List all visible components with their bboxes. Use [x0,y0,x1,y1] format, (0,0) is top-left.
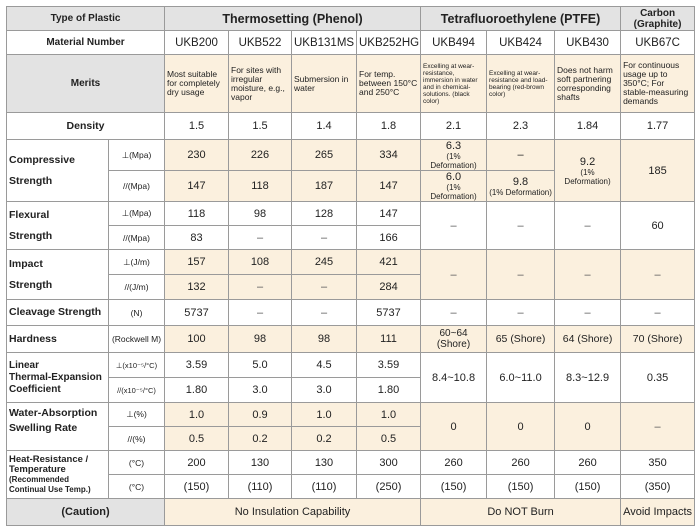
deformation-note: (1% Deformation) [564,167,611,186]
water-absorption-label [7,403,109,451]
material-number-header: Material Number [7,31,165,55]
thermal-ukb424: 6.0~11.0 [487,353,555,403]
flexural-ukb430: – [555,202,621,250]
merit-cell: Excelling at wear-resistance and load-bearing (red-brown color) [487,55,555,113]
density-value: 1.84 [555,113,621,140]
thermal-perp-value: 4.5 [292,353,357,378]
compressive-par-value: 147 [165,171,229,202]
material-ukb424: UKB424 [487,31,555,55]
cleavage-value: – [229,300,292,326]
density-value: 2.1 [421,113,487,140]
cleavage-strength-label: Cleavage Strength [7,300,109,326]
unit-perpendicular: ⊥(Mpa) [109,202,165,226]
compressive-ukb430 [555,140,621,202]
merit-cell: For sites with irregular moisture, e.g., vapor [229,55,292,113]
unit-parallel: //(%) [109,427,165,451]
flexural-par-value: – [292,226,357,250]
heat-continual-value: (250) [357,475,421,499]
water-par-value: 0.5 [165,427,229,451]
material-ukb430: UKB430 [555,31,621,55]
deformation-note: (1% Deformation) [430,183,477,201]
heat-value: 200 [165,451,229,475]
thermal-ukb67c: 0.35 [621,353,695,403]
phenol-group-header: Thermosetting (Phenol) [165,7,421,31]
heat-value: 130 [292,451,357,475]
hardness-value: 100 [165,326,229,353]
density-value: 1.77 [621,113,695,140]
impact-par-value: – [292,275,357,300]
impact-perp-value: 108 [229,250,292,275]
material-ukb522: UKB522 [229,31,292,55]
cleavage-value: – [292,300,357,326]
compressive-ukb424-perp: – [487,140,555,171]
thermal-label-line1: Linear [9,359,40,371]
compressive-label-line1: Compressive [9,153,75,166]
flexural-label-line2: Strength [9,229,53,242]
compressive-perp-value: 334 [357,140,421,171]
cleavage-value: 5737 [165,300,229,326]
flexural-ukb494: – [421,202,487,250]
impact-ukb67c: – [621,250,695,300]
material-ukb494: UKB494 [421,31,487,55]
flexural-perp-value: 118 [165,202,229,226]
thermal-par-value: 1.80 [357,378,421,403]
thermal-par-value: 1.80 [165,378,229,403]
heat-continual-value: (150) [555,475,621,499]
impact-strength-label [7,250,109,300]
thermal-ukb494: 8.4~10.8 [421,353,487,403]
hardness-label: Hardness [7,326,109,353]
heat-continual-value: (150) [165,475,229,499]
heat-value: 260 [421,451,487,475]
carbon-group-header: Carbon (Graphite) [621,7,695,31]
merit-cell: Does not harm soft partnering corresponding shafts [555,55,621,113]
thermal-perp-value: 3.59 [357,353,421,378]
impact-perp-value: 421 [357,250,421,275]
impact-par-value: 284 [357,275,421,300]
water-perp-value: 1.0 [357,403,421,427]
cleavage-value: – [487,300,555,326]
density-value: 1.5 [229,113,292,140]
plastic-spec-table [6,6,695,526]
flexural-perp-value: 147 [357,202,421,226]
unit-parallel: //(x10⁻⁵/°C) [109,378,165,403]
material-ukb67c: UKB67C [621,31,695,55]
unit-perpendicular: ⊥(x10⁻⁵/°C) [109,353,165,378]
impact-label-line1: Impact [9,257,43,270]
hardness-value: 98 [292,326,357,353]
deformation-note: (1% Deformation) [489,187,552,197]
density-value: 2.3 [487,113,555,140]
unit-perpendicular: ⊥(Mpa) [109,140,165,171]
value-text: 9.8 [512,175,529,188]
caution-phenol: No Insulation Capability [165,499,421,526]
deformation-note: (1% Deformation) [430,152,477,170]
cleavage-unit: (N) [109,300,165,326]
heat-continual-value: (150) [487,475,555,499]
heat-label-line4: Continual Use Temp.) [9,484,91,494]
merit-cell: Excelling at wear-resistance, immersion in water and in chemical-solutions. (black color) [421,55,487,113]
type-of-plastic-header: Type of Plastic [7,7,165,31]
material-ukb131ms: UKB131MS [292,31,357,55]
merits-label: Merits [7,55,165,113]
heat-resistance-label [7,451,109,499]
ptfe-group-header: Tetrafluoroethylene (PTFE) [421,7,621,31]
water-label-line2: Swelling Rate [9,422,78,434]
unit-perpendicular: ⊥(%) [109,403,165,427]
water-ukb430: 0 [555,403,621,451]
hardness-value: 65 (Shore) [487,326,555,353]
water-perp-value: 1.0 [292,403,357,427]
hardness-value: 98 [229,326,292,353]
heat-label-line1: Heat-Resistance / [9,453,89,465]
heat-continual-value: (110) [229,475,292,499]
spec-table-wrapper [6,6,695,526]
hardness-value: 60~64 (Shore) [421,326,487,353]
merit-cell: For temp. between 150°C and 250°C [357,55,421,113]
unit-perpendicular: ⊥(J/m) [109,250,165,275]
compressive-ukb494-perp [421,140,487,171]
value-text: 6.3 [445,140,462,152]
thermal-expansion-label [7,353,109,403]
compressive-label-line2: Strength [9,174,53,187]
unit-parallel: //(Mpa) [109,171,165,202]
value-text: 6.0 [445,171,462,183]
compressive-par-value: 147 [357,171,421,202]
heat-value: 350 [621,451,695,475]
compressive-par-value: 118 [229,171,292,202]
thermal-ukb430: 8.3~12.9 [555,353,621,403]
merit-cell: Most suitable for completely dry usage [165,55,229,113]
thermal-perp-value: 5.0 [229,353,292,378]
heat-label-line3: (Recommended [9,474,70,484]
water-par-value: 0.5 [357,427,421,451]
thermal-par-value: 3.0 [229,378,292,403]
flexural-par-value: – [229,226,292,250]
heat-value: 260 [487,451,555,475]
compressive-ukb67c: 185 [621,140,695,202]
water-ukb67c: – [621,403,695,451]
heat-unit: (°C) [109,451,165,475]
impact-par-value: 132 [165,275,229,300]
unit-parallel: //(J/m) [109,275,165,300]
hardness-unit: (Rockwell M) [109,326,165,353]
flexural-ukb424: – [487,202,555,250]
flexural-par-value: 166 [357,226,421,250]
merit-cell: Submersion in water [292,55,357,113]
compressive-ukb424-par [487,171,555,202]
flexural-strength-label [7,202,109,250]
water-ukb494: 0 [421,403,487,451]
thermal-label-line2: Thermal-Expansion [9,371,102,383]
flexural-par-value: 83 [165,226,229,250]
water-par-value: 0.2 [229,427,292,451]
impact-par-value: – [229,275,292,300]
compressive-ukb494-par [421,171,487,202]
material-ukb252hg: UKB252HG [357,31,421,55]
density-value: 1.4 [292,113,357,140]
thermal-label-line3: Coefficient [9,383,61,395]
density-value: 1.5 [165,113,229,140]
compressive-strength-label [7,140,109,202]
heat-continual-value: (150) [421,475,487,499]
density-value: 1.8 [357,113,421,140]
compressive-perp-value: 226 [229,140,292,171]
flexural-perp-value: 128 [292,202,357,226]
density-label: Density [7,113,165,140]
merit-cell: For continuous usage up to 350°C; For stable-measuring demands [621,55,695,113]
thermal-perp-value: 3.59 [165,353,229,378]
heat-unit: (°C) [109,475,165,499]
impact-perp-value: 157 [165,250,229,275]
impact-label-line2: Strength [9,278,53,291]
caution-ptfe: Do NOT Burn [421,499,621,526]
cleavage-value: – [621,300,695,326]
compressive-perp-value: 265 [292,140,357,171]
water-par-value: 0.2 [292,427,357,451]
heat-continual-value: (110) [292,475,357,499]
thermal-par-value: 3.0 [292,378,357,403]
impact-ukb424: – [487,250,555,300]
hardness-value: 111 [357,326,421,353]
water-label-line1: Water-Absorption [9,407,98,419]
hardness-value: 64 (Shore) [555,326,621,353]
water-perp-value: 0.9 [229,403,292,427]
flexural-ukb67c: 60 [621,202,695,250]
cleavage-value: – [421,300,487,326]
impact-ukb430: – [555,250,621,300]
unit-parallel: //(Mpa) [109,226,165,250]
hardness-value: 70 (Shore) [621,326,695,353]
flexural-label-line1: Flexural [9,208,50,221]
material-ukb200: UKB200 [165,31,229,55]
water-perp-value: 1.0 [165,403,229,427]
cleavage-value: – [555,300,621,326]
heat-value: 300 [357,451,421,475]
heat-label-line2: Temperature [9,463,66,475]
heat-value: 130 [229,451,292,475]
heat-value: 260 [555,451,621,475]
compressive-perp-value: 230 [165,140,229,171]
caution-label: (Caution) [7,499,165,526]
caution-carbon: Avoid Impacts [621,499,695,526]
water-ukb424: 0 [487,403,555,451]
impact-ukb494: – [421,250,487,300]
heat-continual-value: (350) [621,475,695,499]
compressive-par-value: 187 [292,171,357,202]
flexural-perp-value: 98 [229,202,292,226]
cleavage-value: 5737 [357,300,421,326]
value-text: 9.2 [579,155,596,168]
impact-perp-value: 245 [292,250,357,275]
